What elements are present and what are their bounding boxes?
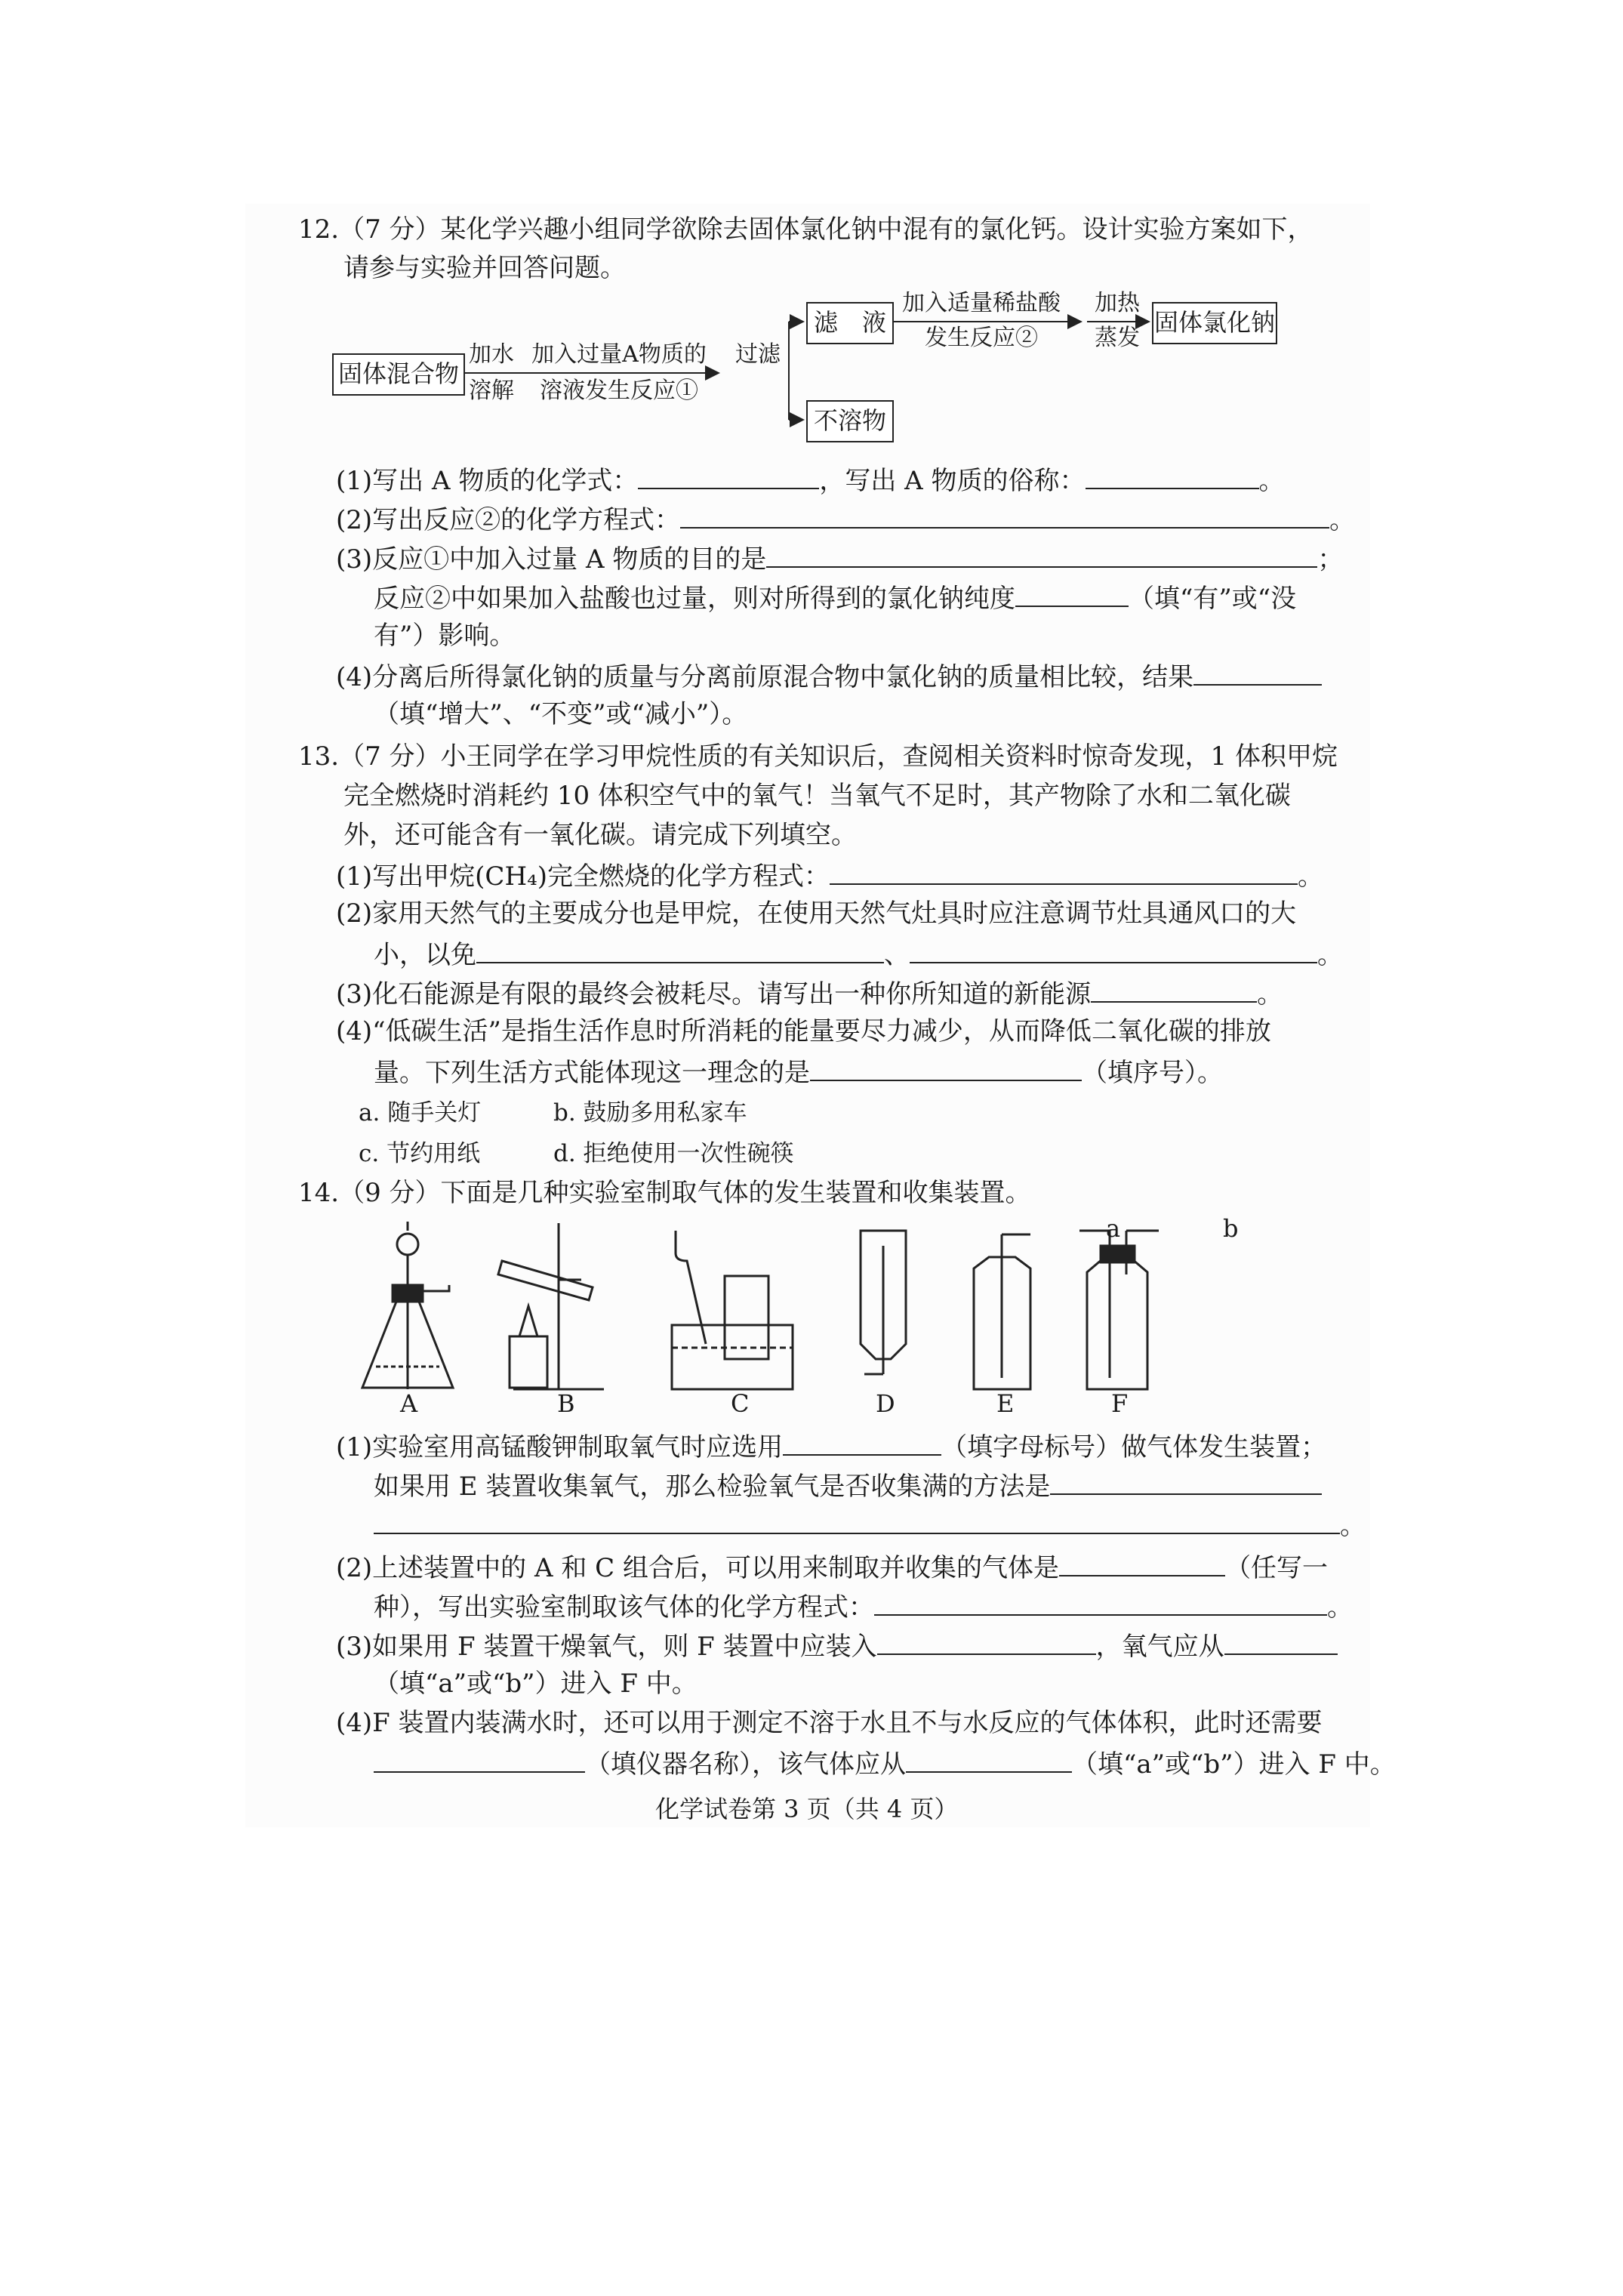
flow-step3-bottom: 发生反应② [925,325,1038,351]
q14-p3b: （填“a”或“b”）进入 F 中。 [374,1669,698,1699]
q13-option-c: c. 节约用纸 [359,1140,481,1167]
q13-p3-end: 。 [1257,979,1283,1009]
q12-blank-common-name[interactable] [1086,462,1259,489]
apparatus-label-d: D [876,1389,895,1418]
q14-p3a-mid: ，氧气应从 [1095,1632,1224,1662]
apparatus-label-a: A [400,1389,418,1418]
q12-p4a [336,658,1322,694]
q13-p1-prompt: (1)写出甲烷(CH₄)完全燃烧的化学方程式： [336,861,830,892]
q12-blank-purity[interactable] [1015,580,1129,607]
q14-p3a [336,1628,1338,1663]
q13-line2: 完全燃烧时消耗约 10 体积空气中的氧气！当氧气不足时，其产物除了水和二氧化碳 [343,781,1291,811]
port-b-label: b [1223,1214,1239,1243]
q12-p1 [336,462,1285,498]
q13-line1: 13.（7 分）小王同学在学习甲烷性质的有关知识后，查阅相关资料时惊奇发现，1 体积甲烷 [298,741,1338,772]
q14-apparatus-figure [332,1216,1238,1412]
q14-p4b-end: （填“a”或“b”）进入 F 中。 [1072,1749,1396,1780]
apparatus-label-e: E [996,1389,1015,1418]
apparatus-c-water-trough-icon [672,1231,793,1389]
q12-p4a-prompt: (4)分离后所得氯化钠的质量与分离前原混合物中氯化钠的质量相比较，结果 [336,662,1194,692]
q12-line1: 12.（7 分）某化学兴趣小组同学欲除去固体氯化钠中混有的氯化钙。设计实验方案如下， [298,214,1313,245]
q13-p2b-prompt: 小，以免 [374,940,476,970]
q14-p4b [374,1746,1396,1781]
apparatus-label-b: B [557,1389,575,1418]
port-a-label: a [1106,1214,1121,1243]
q13-p4b-prompt: 量。下列生活方式能体现这一理念的是 [374,1058,810,1088]
flow-filter: 过滤 [735,341,781,368]
q14-p2-end: 。 [1327,1592,1353,1623]
q13-blank-avoid-2[interactable] [910,936,1317,963]
q13-p1 [336,858,1323,893]
q12-p1-end: 。 [1258,466,1285,496]
q14-p1b [374,1468,1322,1503]
q12-p2-prompt: (2)写出反应②的化学方程式： [336,505,681,535]
apparatus-f-gas-wash-bottle-icon [1079,1231,1159,1389]
flow-arrows [0,0,1623,491]
apparatus-b-heating-icon [498,1223,604,1389]
flow-step1-bottom: 溶解 [469,378,514,404]
q13-blank-new-energy[interactable] [1091,975,1257,1003]
q14-p1b-prompt: 如果用 E 装置收集氧气，那么检验氧气是否收集满的方法是 [374,1472,1051,1502]
q14-p3a-prompt: (3)如果用 F 装置干燥氧气，则 F 装置中应装入 [336,1632,877,1662]
q13-p4a: (4)“低碳生活”是指生活作息时所消耗的能量要尽力减少，从而降低二氧化碳的排放 [336,1016,1271,1046]
q12-blank-formula[interactable] [638,462,819,489]
flow-step1-top: 加水 [469,341,514,368]
q14-blank-port-gas[interactable] [906,1746,1072,1773]
q12-p3b-prompt: 反应②中如果加入盐酸也过量，则对所得到的氯化钠纯度 [374,584,1015,614]
q12-p3b [374,580,1296,615]
q12-p3c: 有”）影响。 [374,621,516,651]
apparatus-d-downward-bottle-icon [861,1231,906,1374]
flow-box-start: 固体混合物 [332,353,465,396]
q13-p4b [374,1054,1223,1089]
q12-line2: 请参与实验并回答问题。 [343,253,626,283]
q13-p2-sep: 、 [884,940,910,970]
q13-line3: 外，还可能含有一氧化碳。请完成下列填空。 [343,820,857,850]
q13-blank-equation[interactable] [830,858,1298,885]
q12-p3b-end: （填“有”或“没 [1129,584,1297,614]
q14-p1c [374,1507,1366,1542]
q14-blank-instrument[interactable] [374,1746,585,1773]
q13-blank-option[interactable] [810,1054,1082,1081]
q12-p3a-prompt: (3)反应①中加入过量 A 物质的目的是 [336,544,767,575]
q14-blank-check-method[interactable] [1050,1468,1322,1495]
flow-step2-bottom: 溶液发生反应① [540,378,698,404]
flow-step4-bottom: 蒸发 [1095,325,1140,351]
q14-p2a [336,1549,1328,1585]
q14-p1a-end: （填字母标号）做气体发生装置； [941,1432,1327,1462]
q14-blank-generator[interactable] [783,1428,941,1456]
q13-p3 [336,975,1283,1011]
flow-step4-top: 加热 [1095,290,1140,316]
q14-line1: 14.（9 分）下面是几种实验室制取气体的发生装置和收集装置。 [298,1178,1031,1208]
q12-blank-purpose[interactable] [766,541,1317,568]
q12-blank-mass-result[interactable] [1193,658,1322,686]
q12-p2-end: 。 [1329,505,1356,535]
page-footer: 化学试卷第 3 页（共 4 页） [655,1795,959,1823]
q14-p2a-end: （任写一 [1224,1553,1328,1583]
flow-box-filtrate: 滤 液 [806,302,894,344]
q12-p1-prompt-b: ，写出 A 物质的俗称： [819,466,1086,496]
q14-blank-check-method-cont[interactable] [374,1507,1340,1534]
flow-step2-top: 加入过量A物质的 [531,341,707,368]
q14-p2a-prompt: (2)上述装置中的 A 和 C 组合后，可以用来制取并收集的气体是 [336,1553,1059,1583]
flow-step3-top: 加入适量稀盐酸 [902,290,1061,316]
q14-blank-equation[interactable] [874,1589,1327,1616]
q12-p4b: （填“增大”、“不变”或“减小”）。 [374,699,748,729]
q13-option-a: a. 随手关灯 [359,1099,482,1126]
q12-p3a-end: ； [1317,544,1344,575]
flow-box-product: 固体氯化钠 [1152,302,1277,344]
q12-p3a [336,541,1343,576]
q14-p4b-mid: （填仪器名称），该气体应从 [585,1749,906,1780]
q13-blank-avoid-1[interactable] [476,936,884,963]
q14-p2b [374,1589,1353,1624]
q13-p4b-end: （填序号）。 [1082,1058,1223,1088]
q14-p1a-prompt: (1)实验室用高锰酸钾制取氧气时应选用 [336,1432,784,1462]
q14-p1a [336,1428,1326,1464]
q14-p2b-prompt: 种），写出实验室制取该气体的化学方程式： [374,1592,874,1623]
apparatus-label-f: F [1111,1389,1129,1418]
q14-p1-end: 。 [1340,1511,1366,1541]
q14-blank-port-oxygen[interactable] [1224,1628,1338,1655]
q14-p4a: (4)F 装置内装满水时，还可以用于测定不溶于水且不与水反应的气体体积，此时还需要 [336,1708,1323,1738]
q13-p1-end: 。 [1297,861,1323,892]
q14-blank-gas[interactable] [1059,1549,1225,1576]
q13-p2a: (2)家用天然气的主要成分也是甲烷，在使用天然气灶具时应注意调节灶具通风口的大 [336,898,1297,929]
q13-p3-prompt: (3)化石能源是有限的最终会被耗尽。请写出一种你所知道的新能源 [336,979,1092,1009]
q14-blank-desiccant[interactable] [877,1628,1096,1655]
apparatus-label-c: C [731,1389,750,1418]
q12-p2 [336,501,1355,537]
q12-blank-equation[interactable] [680,501,1329,529]
q13-option-d: d. 拒绝使用一次性碗筷 [553,1140,794,1167]
apparatus-a-flask-icon [362,1222,453,1389]
q13-p2-end: 。 [1317,940,1343,970]
apparatus-e-upward-bottle-icon [974,1234,1030,1389]
flow-box-insoluble: 不溶物 [806,400,894,442]
q12-p1-prompt-a: (1)写出 A 物质的化学式： [336,466,639,496]
q13-option-b: b. 鼓励多用私家车 [553,1099,747,1126]
q13-p2b [374,936,1343,972]
